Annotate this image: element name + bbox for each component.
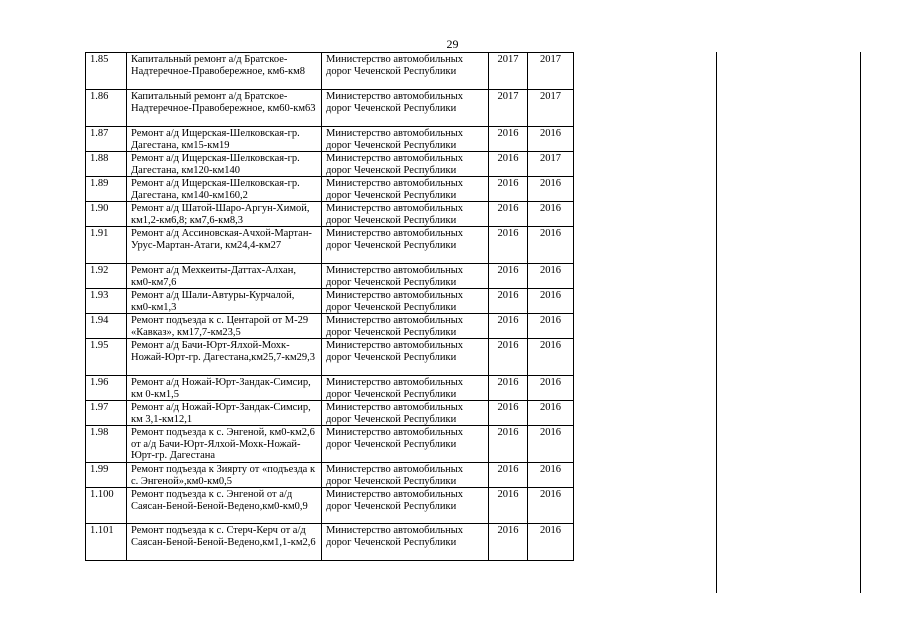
- responsible-organization: Министерство автомобильных дорог Чеченской Республики: [322, 314, 489, 339]
- work-name: Ремонт а/д Мехкеиты-Даттах-Алхан, км0-км7,6: [127, 264, 322, 289]
- start-year: 2016: [489, 202, 528, 227]
- row-number: 1.93: [86, 289, 127, 314]
- start-year: 2017: [489, 53, 528, 90]
- table-row: [86, 376, 574, 401]
- start-year: 2016: [489, 524, 528, 561]
- responsible-organization: Министерство автомобильных дорог Чеченской Республики: [322, 177, 489, 202]
- row-number: 1.101: [86, 524, 127, 561]
- row-number: 1.92: [86, 264, 127, 289]
- table-row: [86, 426, 574, 463]
- end-year: 2016: [528, 339, 574, 376]
- row-number: 1.88: [86, 152, 127, 177]
- start-year: 2016: [489, 339, 528, 376]
- end-year: 2016: [528, 426, 574, 463]
- end-year: 2016: [528, 401, 574, 426]
- start-year: 2016: [489, 488, 528, 524]
- work-name: Ремонт а/д Ножай-Юрт-Зандак-Симсир, км 3,1-км12,1: [127, 401, 322, 426]
- row-number: 1.98: [86, 426, 127, 463]
- column-divider: [716, 52, 717, 593]
- table-row: [86, 152, 574, 177]
- row-number: 1.89: [86, 177, 127, 202]
- work-name: Ремонт а/д Ищерская-Шелковская-гр. Дагестана, км15-км19: [127, 127, 322, 152]
- end-year: 2016: [528, 264, 574, 289]
- row-number: 1.95: [86, 339, 127, 376]
- work-name: Ремонт а/д Ищерская-Шелковская-гр. Дагестана, км140-км160,2: [127, 177, 322, 202]
- responsible-organization: Министерство автомобильных дорог Чеченской Республики: [322, 227, 489, 264]
- table-row: [86, 289, 574, 314]
- start-year: 2016: [489, 227, 528, 264]
- start-year: 2016: [489, 376, 528, 401]
- table-body: [86, 53, 574, 561]
- responsible-organization: Министерство автомобильных дорог Чеченской Республики: [322, 202, 489, 227]
- row-number: 1.91: [86, 227, 127, 264]
- responsible-organization: Министерство автомобильных дорог Чеченской Республики: [322, 53, 489, 90]
- start-year: 2016: [489, 152, 528, 177]
- responsible-organization: Министерство автомобильных дорог Чеченской Республики: [322, 376, 489, 401]
- table-row: [86, 488, 574, 524]
- start-year: 2016: [489, 264, 528, 289]
- table-row: [86, 314, 574, 339]
- work-name: Ремонт а/д Ищерская-Шелковская-гр. Дагестана, км120-км140: [127, 152, 322, 177]
- responsible-organization: Министерство автомобильных дорог Чеченской Республики: [322, 488, 489, 524]
- work-name: Ремонт подъезда к с. Энгеной от а/д Саясан-Беной-Беной-Ведено,км0-км0,9: [127, 488, 322, 524]
- work-name: Ремонт а/д Шатой-Шаро-Аргун-Химой, км1,2-км6,8; км7,6-км8,3: [127, 202, 322, 227]
- table-row: [86, 90, 574, 127]
- table-row: [86, 264, 574, 289]
- responsible-organization: Министерство автомобильных дорог Чеченской Республики: [322, 152, 489, 177]
- work-name: Ремонт а/д Ножай-Юрт-Зандак-Симсир, км 0-км1,5: [127, 376, 322, 401]
- responsible-organization: Министерство автомобильных дорог Чеченской Республики: [322, 289, 489, 314]
- start-year: 2017: [489, 90, 528, 127]
- program-table: [85, 52, 574, 561]
- end-year: 2016: [528, 314, 574, 339]
- row-number: 1.99: [86, 463, 127, 488]
- responsible-organization: Министерство автомобильных дорог Чеченской Республики: [322, 127, 489, 152]
- table-row: [86, 177, 574, 202]
- responsible-organization: Министерство автомобильных дорог Чеченской Республики: [322, 339, 489, 376]
- end-year: 2016: [528, 227, 574, 264]
- responsible-organization: Министерство автомобильных дорог Чеченской Республики: [322, 401, 489, 426]
- responsible-organization: Министерство автомобильных дорог Чеченской Республики: [322, 524, 489, 561]
- row-number: 1.96: [86, 376, 127, 401]
- table-row: [86, 53, 574, 90]
- responsible-organization: Министерство автомобильных дорог Чеченской Республики: [322, 90, 489, 127]
- work-name: Ремонт а/д Бачи-Юрт-Ялхой-Мохк-Ножай-Юрт-гр. Дагестана,км25,7-км29,3: [127, 339, 322, 376]
- work-name: Капитальный ремонт а/д Братское-Надтеречное-Правобережное, км60-км63: [127, 90, 322, 127]
- row-number: 1.94: [86, 314, 127, 339]
- end-year: 2016: [528, 289, 574, 314]
- start-year: 2016: [489, 127, 528, 152]
- end-year: 2016: [528, 127, 574, 152]
- work-name: Ремонт а/д Шали-Автуры-Курчалой, км0-км1,3: [127, 289, 322, 314]
- work-name: Ремонт подъезда к с. Центарой от М-29 «Кавказ», км17,7-км23,5: [127, 314, 322, 339]
- row-number: 1.100: [86, 488, 127, 524]
- end-year: 2017: [528, 53, 574, 90]
- start-year: 2016: [489, 177, 528, 202]
- end-year: 2016: [528, 524, 574, 561]
- table-row: [86, 339, 574, 376]
- start-year: 2016: [489, 314, 528, 339]
- table-row: [86, 463, 574, 488]
- start-year: 2016: [489, 463, 528, 488]
- end-year: 2016: [528, 463, 574, 488]
- end-year: 2016: [528, 376, 574, 401]
- end-year: 2017: [528, 90, 574, 127]
- end-year: 2016: [528, 202, 574, 227]
- row-number: 1.87: [86, 127, 127, 152]
- end-year: 2016: [528, 177, 574, 202]
- work-name: Ремонт а/д Ассиновская-Ачхой-Мартан-Урус-Мартан-Атаги, км24,4-км27: [127, 227, 322, 264]
- work-name: Капитальный ремонт а/д Братское-Надтеречное-Правобережное, км6-км8: [127, 53, 322, 90]
- row-number: 1.97: [86, 401, 127, 426]
- table-row: [86, 127, 574, 152]
- responsible-organization: Министерство автомобильных дорог Чеченской Республики: [322, 264, 489, 289]
- work-name: Ремонт подъезда к с. Стерч-Керч от а/д Саясан-Беной-Беной-Ведено,км1,1-км2,6: [127, 524, 322, 561]
- start-year: 2016: [489, 426, 528, 463]
- responsible-organization: Министерство автомобильных дорог Чеченской Республики: [322, 463, 489, 488]
- work-name: Ремонт подъезда к с. Энгеной, км0-км2,6 от а/д Бачи-Юрт-Ялхой-Мохк-Ножай-Юрт-гр. Дагестана: [127, 426, 322, 463]
- row-number: 1.90: [86, 202, 127, 227]
- start-year: 2016: [489, 401, 528, 426]
- column-divider: [860, 52, 861, 593]
- row-number: 1.86: [86, 90, 127, 127]
- table-row: [86, 227, 574, 264]
- responsible-organization: Министерство автомобильных дорог Чеченской Республики: [322, 426, 489, 463]
- table-row: [86, 524, 574, 561]
- start-year: 2016: [489, 289, 528, 314]
- table-row: [86, 401, 574, 426]
- page-number: 29: [446, 37, 459, 51]
- table-row: [86, 202, 574, 227]
- end-year: 2017: [528, 152, 574, 177]
- end-year: 2016: [528, 488, 574, 524]
- work-name: Ремонт подъезда к Зиярту от «подъезда к с. Энгеной»,км0-км0,5: [127, 463, 322, 488]
- row-number: 1.85: [86, 53, 127, 90]
